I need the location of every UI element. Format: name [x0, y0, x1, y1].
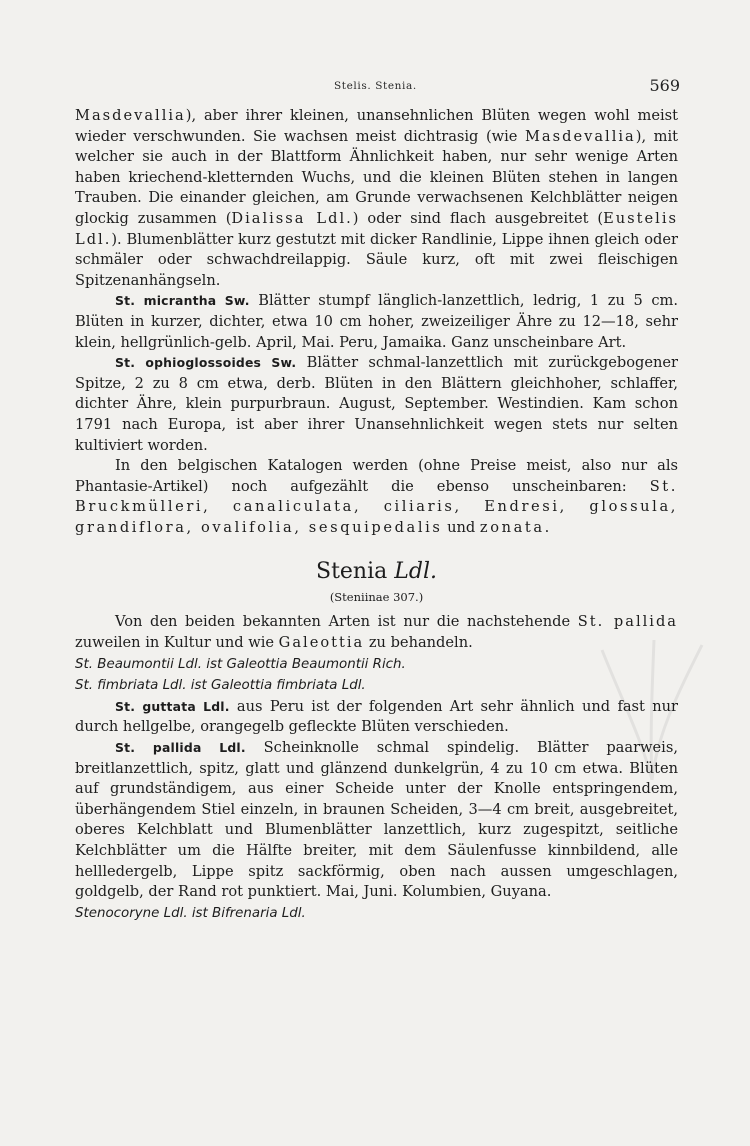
page-number: 569 — [649, 76, 680, 95]
section-ref: Dialissa Ldl. — [231, 209, 353, 227]
paragraph-stenia-intro: Von den beiden bekannten Arten ist nur die nachstehende St. pallida zuweilen in Kultur und wie Galeottia zu behandeln. — [75, 613, 678, 652]
species-list: St. Bruckmülleri, canaliculata, ciliaris, Endresi, glossula, grandiflora, ovalifolia, sesquipedalis — [75, 477, 678, 536]
paragraph-belgian-catalogues: In den belgischen Katalogen werden (ohne Preise meist, also nur als Phantasie-Artikel) noch aufgezählt die ebenso unscheinbaren: St. Bruckmülleri, canaliculata, ciliaris, Endresi, glossula, grandiflora, ovalifolia, sesquipedalis und zonata. — [75, 457, 678, 536]
synonym-line: St. Beaumontii Ldl. ist Galeottia Beaumontii Rich. — [75, 656, 406, 672]
species-list: zonata — [479, 518, 545, 536]
species-entry-guttata: St. guttata Ldl. aus Peru ist der folgenden Art sehr ähnlich und fast nur durch hellgelbe, orangegelb gefleckte Blüten verschieden. — [75, 697, 678, 736]
genus-ref: Masdevallia — [524, 127, 636, 145]
paragraph-stelis-description: Masdevallia), aber ihrer kleinen, unansehnlichen Blüten wegen wohl meist wieder verschwunden. Sie wachsen meist dichtrasig (wie Masdevallia), mit welcher sie auch in der Blattform Ähnlichkeit haben, nur sehr wenige Arten haben kriechend-kletternden Wuchs, und die kleinen Blüten stehen in langen Trauben. Die einander gleichen, am Grunde verwachsenen Kelchblätter neigen glockig zusammen (Dialissa Ldl.) oder sind flach ausgebreitet (Eustelis Ldl.). Blumenblätter kurz gestutzt mit dicker Randlinie, Lippe ihnen gleich oder schmäler oder schwachdreilappig. Säule kurz, oft mit zwei fleischigen Spitzenanhängseln. — [75, 107, 678, 289]
species-entry-ophioglossoides: St. ophioglossoides Sw. Blätter schmal-lanzettlich mit zurückgebogener Spitze, 2 zu 8 cm etwa, derb. Blüten in den Blättern gleichhoher, schlaffer, dichter Ähre, klein purpurbraun. August, September. Westindien. Kam schon 1791 nach Europa, ist aber ihrer Unansehnlichkeit wegen stets nur selten kultiviert worden. — [75, 354, 678, 454]
synonym-line: Stenocoryne Ldl. ist Bifrenaria Ldl. — [75, 905, 306, 921]
species-name: St. micrantha Sw. — [115, 293, 250, 309]
species-name: St. guttata Ldl. — [115, 698, 230, 714]
running-head: Stelis. Stenia. — [334, 80, 417, 92]
section-subheading: (Steniinae 307.) — [329, 590, 424, 605]
species-entry-micrantha: St. micrantha Sw. Blätter stumpf länglich-lanzettlich, ledrig, 1 zu 5 cm. Blüten in kurzer, dichter, etwa 10 cm hoher, zweizeiliger Ähre zu 12—18, sehr klein, hellgrünlich-gelb. April, Mai. Peru, Jamaika. Ganz unscheinbare Art. — [75, 292, 678, 351]
synonym-line: St. fimbriata Ldl. ist Galeottia fimbriata Ldl. — [75, 678, 366, 694]
main-text — [75, 106, 678, 924]
species-entry-pallida: St. pallida Ldl. Scheinknolle schmal spindelig. Blätter paarweis, breitlanzettlich, spitz, glatt und glänzend dunkelgrün, 4 zu 10 cm etwa. Blüten auf grundständigem, aus einer Scheide unter der Knolle entspringendem, überhängendem Stiel einzeln, in braunen Scheiden, 3—4 cm breit, ausgebreitet, oberes Kelchblatt und Blumenblätter lanzettlich, kurz zugespitzt, seitliche Kelchblätter um die Hälfte breiter, mit dem Säulenfusse kinnbildend, alle hellledergelb, Lippe spitz sackförmig, oben nach aussen umgeschlagen, goldgelb, der Rand rot punktiert. Mai, Juni. Kolumbien, Guyana. — [75, 739, 678, 901]
genus-ref: Masdevallia — [75, 107, 186, 124]
page-header — [0, 76, 750, 100]
section-ref: Eustelis Ldl. — [75, 209, 678, 248]
species-name: St. pallida Ldl. — [115, 740, 246, 756]
section-heading: Stenia Ldl. — [316, 559, 437, 585]
species-name: St. ophioglossoides Sw. — [115, 355, 297, 371]
